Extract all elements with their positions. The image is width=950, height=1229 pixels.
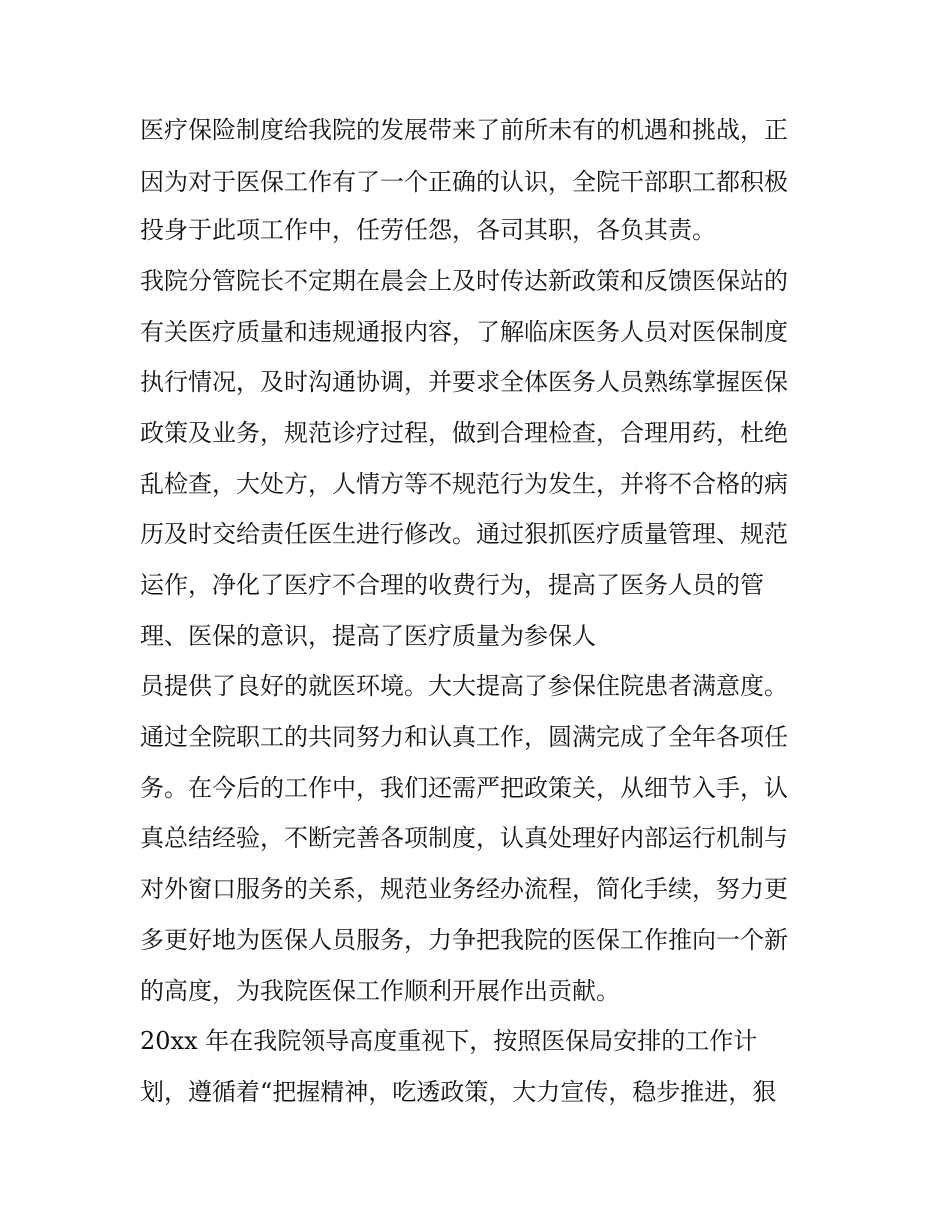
- text-line: 历及时交给责任医生进行修改。通过狠抓医疗质量管理、规范: [140, 520, 788, 548]
- text-line: 乱检查，大处方，人情方等不规范行为发生，并将不合格的病: [140, 470, 788, 498]
- text-line: 有关医疗质量和违规通报内容，了解临床医务人员对医保制度: [140, 318, 788, 346]
- text-line: 医疗保险制度给我院的发展带来了前所未有的机遇和挑战，正: [140, 116, 788, 144]
- text-line: 划，遵循着“把握精神，吃透政策，大力宣传，稳步推进，狠: [140, 1078, 777, 1106]
- text-line: 务。在今后的工作中，我们还需严把政策关，从细节入手，认: [140, 774, 788, 802]
- text-line: 我院分管院长不定期在晨会上及时传达新政策和反馈医保站的: [140, 267, 788, 295]
- text-line: 执行情况，及时沟通协调，并要求全体医务人员熟练掌握医保: [140, 368, 788, 396]
- text-line: 运作，净化了医疗不合理的收费行为，提高了医务人员的管: [140, 571, 764, 599]
- text-line: 20xx 年在我院领导高度重视下，按照医保局安排的工作计: [140, 1027, 758, 1055]
- text-line: 员提供了良好的就医环境。大大提高了参保住院患者满意度。: [140, 672, 788, 700]
- text-line: 理、医保的意识，提高了医疗质量为参保人: [140, 622, 596, 650]
- text-line: 因为对于医保工作有了一个正确的认识，全院干部职工都积极: [140, 168, 788, 196]
- text-line: 政策及业务，规范诊疗过程，做到合理检查，合理用药，杜绝: [140, 419, 788, 447]
- text-line: 真总结经验，不断完善各项制度，认真处理好内部运行机制与: [140, 824, 788, 852]
- text-line: 的高度，为我院医保工作顺利开展作出贡献。: [140, 977, 620, 1005]
- text-line: 多更好地为医保人员服务，力争把我院的医保工作推向一个新: [140, 926, 788, 954]
- text-line: 投身于此项工作中，任劳任怨，各司其职，各负其责。: [140, 216, 716, 244]
- text-line: 通过全院职工的共同努力和认真工作，圆满完成了全年各项任: [140, 723, 788, 751]
- text-line: 对外窗口服务的关系，规范业务经办流程，简化手续，努力更: [140, 875, 788, 903]
